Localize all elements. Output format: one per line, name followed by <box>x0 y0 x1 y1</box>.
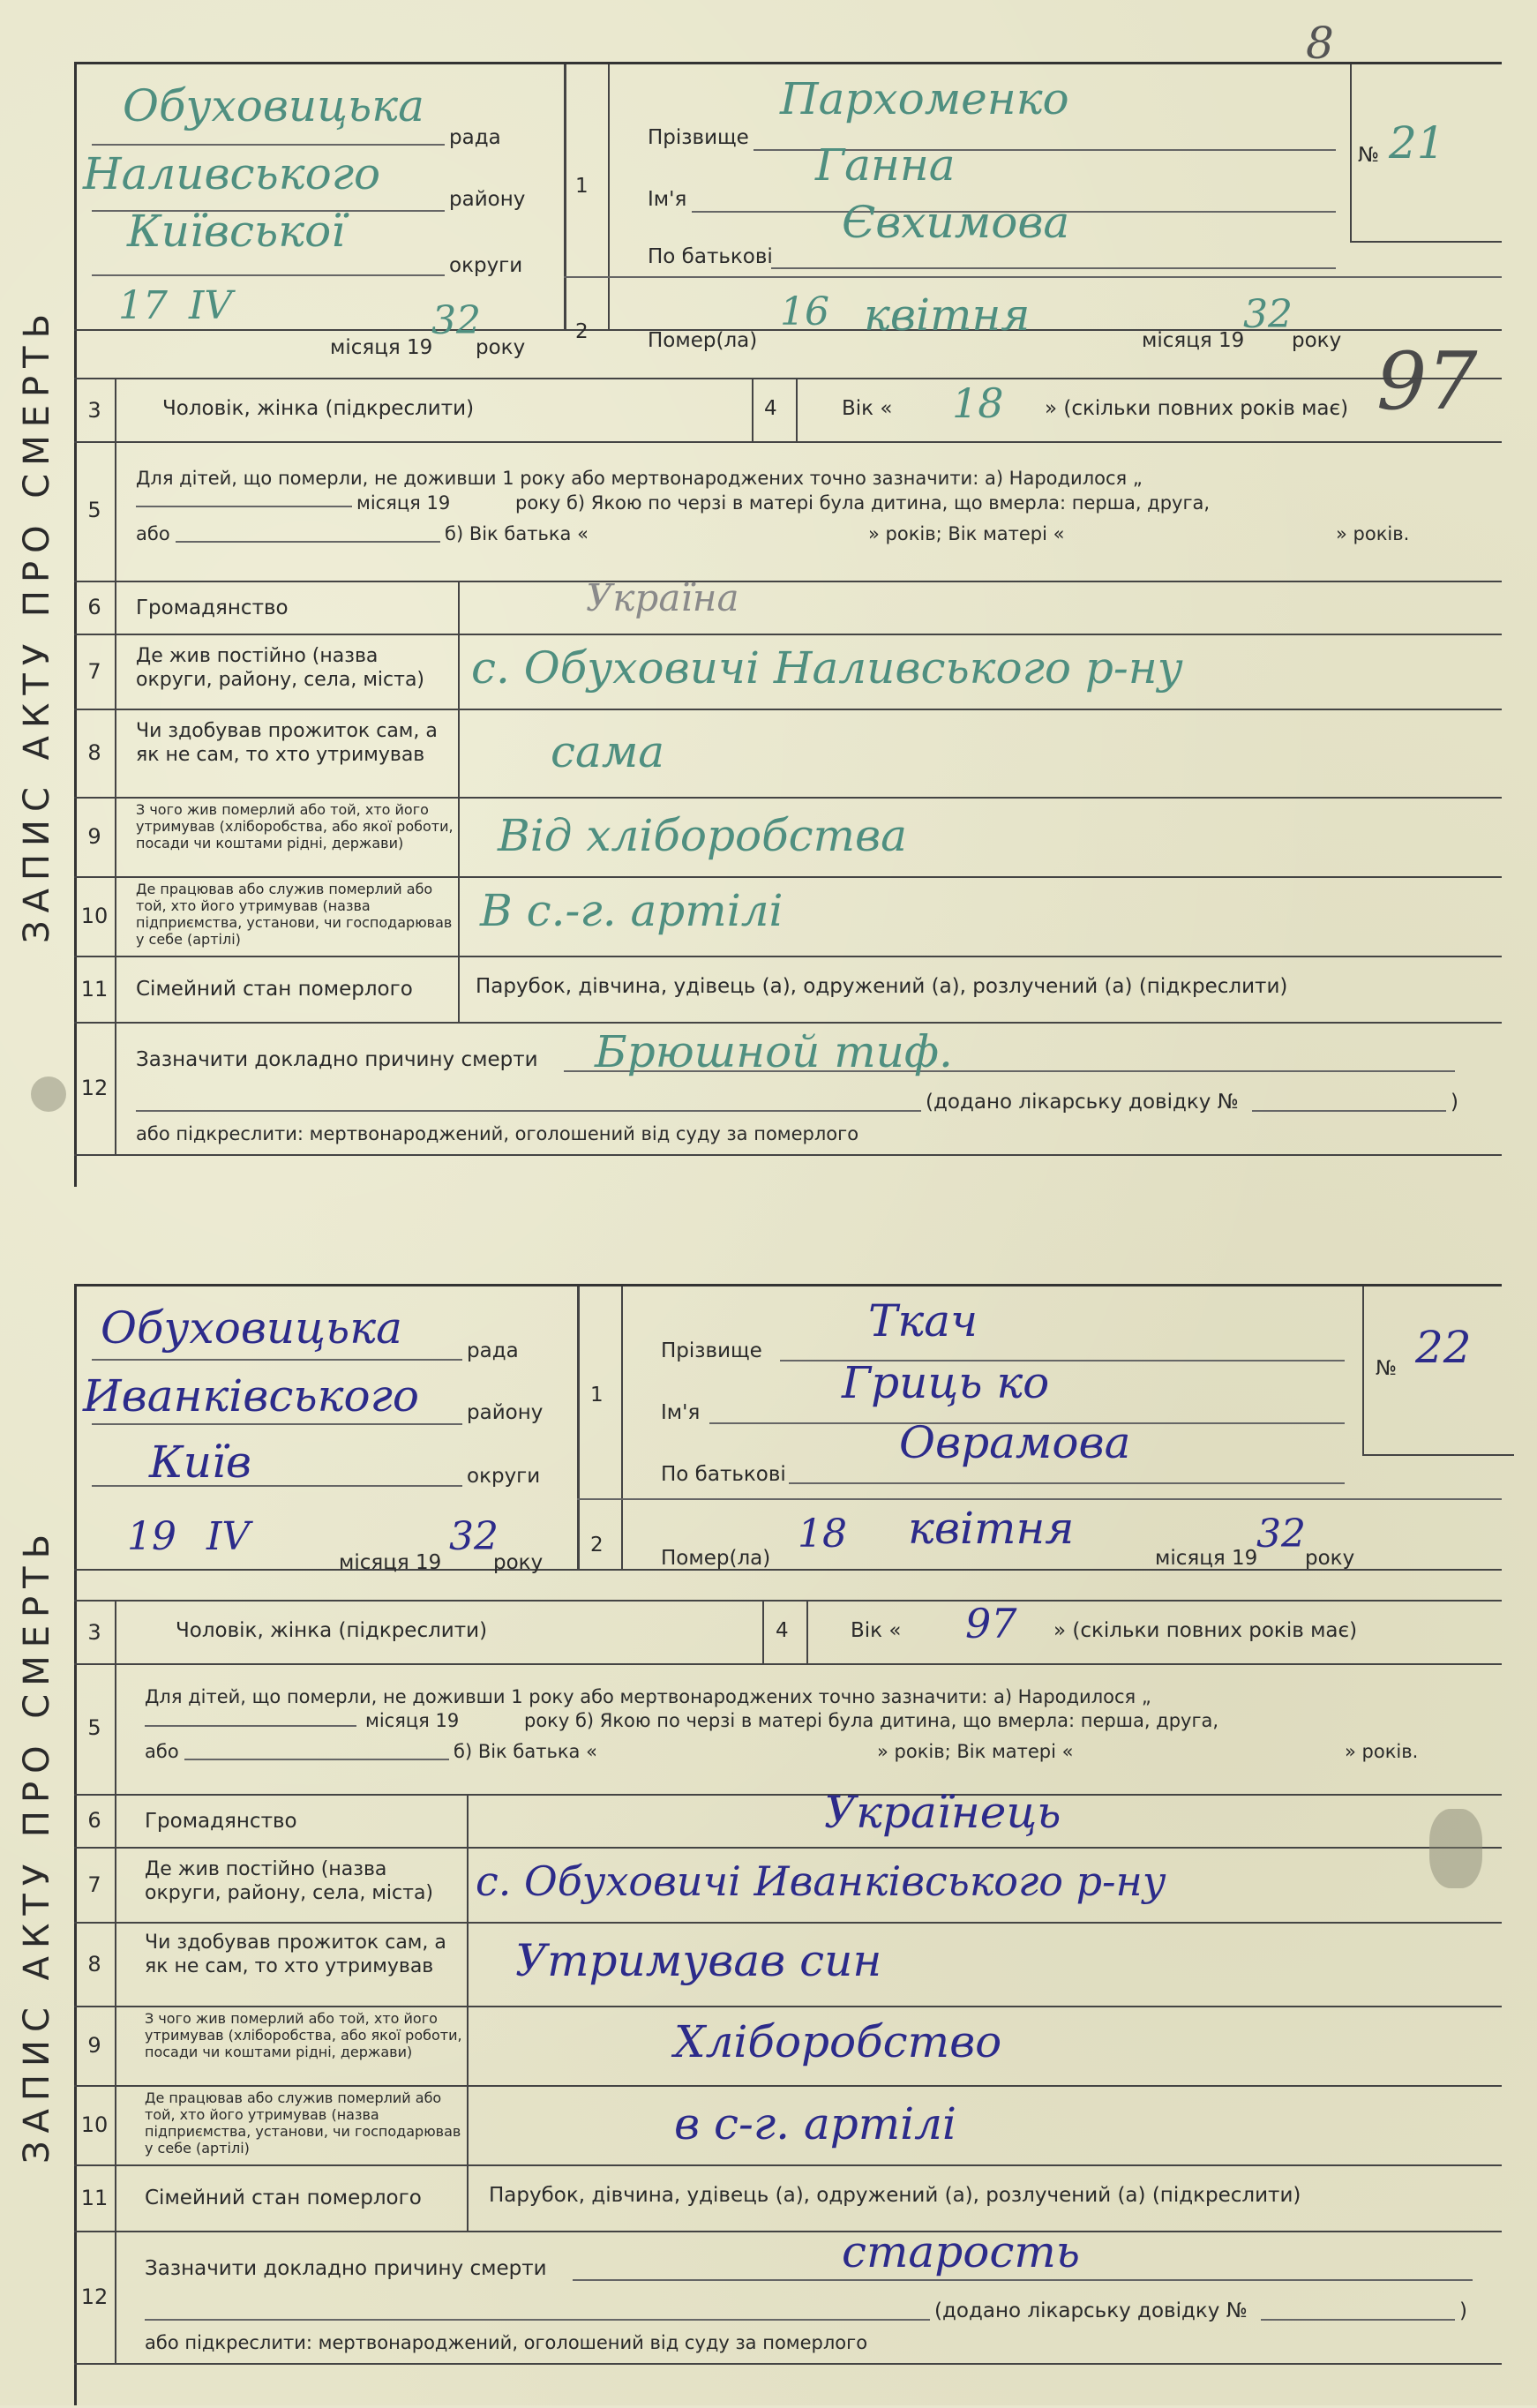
row-citizenship: 6 Громадянство Українець <box>74 1794 1502 1849</box>
cause-value: старость <box>842 2226 1080 2277</box>
record-number: 22 <box>1415 1322 1472 1373</box>
name-value: Ганна <box>815 139 956 191</box>
death-year: 32 <box>1243 292 1293 337</box>
age-value: 18 <box>952 379 1004 427</box>
form-grid <box>74 62 1502 1189</box>
citizenship-value: Українець <box>824 1787 1061 1838</box>
raion-label: району <box>449 188 526 211</box>
header-block: 1 2 Обуховицька рада Наливського району Київської округи 17 IV місяця 19 32 року Прізвище Пархоменко Ім'я Ганна По батькові Євхимова № 21 Помер(ла) 16 квітня місяця 19 32 року <box>74 64 1502 331</box>
livelihood-value: Утримував син <box>515 1935 882 1986</box>
reg-day: 17 <box>118 283 168 328</box>
reg-day: 19 <box>127 1514 176 1559</box>
row-marital: 11 Сімейний стан померлого Парубок, дівчина, удівець (а), одружений (а), розлучений (а) (підкреслити) <box>74 2164 1502 2232</box>
row-citizenship: 6 Громадянство Україна <box>74 581 1502 635</box>
reg-month: IV <box>206 1514 251 1559</box>
row-cause: 12 Зазначити докладно причину смерти старость (додано лікарську довідку № ) або підкреслити: мертвонароджений, оголошений від суду за померлого <box>74 2231 1502 2365</box>
record-number: 21 <box>1389 117 1445 169</box>
raion-value: Иванківського <box>83 1370 419 1422</box>
corner-page-number: 8 <box>1306 18 1334 69</box>
okrug-value: Київ <box>149 1437 251 1488</box>
row-livelihood: 8 Чи здобував прожиток сам, а як не сам, то хто утримував сама <box>74 709 1502 799</box>
cause-value: Брюшной тиф. <box>595 1026 953 1077</box>
residence-value: с. Обуховичі Иванківського р-ну <box>476 1857 1166 1905</box>
paper-tear <box>1429 1809 1482 1888</box>
surname-value: Пархоменко <box>780 73 1069 124</box>
paper-stain <box>31 1076 66 1112</box>
death-record-1 <box>0 18 1537 1187</box>
reg-month: IV <box>189 283 233 328</box>
source-value: Від хліборобства <box>498 810 907 861</box>
patronymic-value: Євхимова <box>842 197 1070 248</box>
row-workplace: 10 Де працював або служив померлий або той, хто його утримував (назва підприємства, установи, чи господарював у себе (артілі) В с.-г. артілі <box>74 876 1502 957</box>
death-month: квітня <box>908 1503 1075 1554</box>
row-residence: 7 Де жив постійно (назва округи, району, села, міста) с. Обуховичі Иванківського р-ну <box>74 1847 1502 1924</box>
citizenship-value: Україна <box>586 576 739 619</box>
row-sex-age: 3 Чоловік, жінка (підкреслити) 4 Вік « 18 » (скільки повних років має) <box>74 378 1502 443</box>
rada-value: Обуховицька <box>101 1302 402 1354</box>
row-livelihood: 8 Чи здобував прожиток сам, а як не сам, то хто утримував Утримував син <box>74 1922 1502 2007</box>
death-record-2 <box>0 1284 1537 2405</box>
workplace-value: В с.-г. артілі <box>480 885 783 936</box>
row-residence: 7 Де жив постійно (назва округи, району, села, міста) с. Обуховичі Наливського р-ну <box>74 634 1502 710</box>
row-source: 9 З чого жив померлий або той, хто його утримував (хліборобства, або якої роботи, посади чи коштами рідні, держави) Від хліборобства <box>74 797 1502 878</box>
row-workplace: 10 Де працював або служив померлий або той, хто його утримував (назва підприємства, установи, чи господарював у себе (артілі) в с-г. артілі <box>74 2085 1502 2166</box>
reg-year: 32 <box>449 1514 499 1559</box>
reg-year: 32 <box>431 298 481 343</box>
okrug-label: округи <box>449 254 523 277</box>
rada-label: рада <box>449 126 501 149</box>
death-day: 18 <box>798 1512 847 1557</box>
side-title: ЗАПИС АКТУ ПРО СМЕРТЬ <box>0 1284 77 2405</box>
form-grid <box>74 1284 1502 2408</box>
name-value: Гриць ко <box>842 1357 1050 1408</box>
margin-note: 97 <box>1376 335 1478 428</box>
livelihood-value: сама <box>551 726 665 777</box>
row-children: 5 Для дітей, що померли, не доживши 1 року або мертвонароджених точно зазначити: а) Народилося „ місяця 19 року б) Якою по черзі в матері була дитина, що вмерла: перша, друга, або б) Вік батька « » років; Вік матері « » років. <box>74 439 1502 582</box>
source-value: Хліборобство <box>674 2016 1002 2067</box>
header-block: 1 2 Обуховицька рада Иванківського району Київ округи 19 IV місяця 19 32 року Прізвище Ткач Ім'я Гриць ко По батькові Оврамова № 22 Помер(ла) 18 квітня місяця 19 32 року <box>74 1287 1502 1571</box>
death-year: 32 <box>1256 1512 1306 1557</box>
age-value: 97 <box>965 1600 1017 1647</box>
raion-value: Наливського <box>83 148 381 199</box>
residence-value: с. Обуховичі Наливського р-ну <box>471 642 1183 694</box>
death-day: 16 <box>780 289 829 334</box>
surname-value: Ткач <box>868 1295 978 1347</box>
row-source: 9 З чого жив померлий або той, хто його утримував (хліборобства, або якої роботи, посади чи коштами рідні, держави) Хліборобство <box>74 2006 1502 2087</box>
death-month: квітня <box>864 289 1031 341</box>
rada-value: Обуховицька <box>123 80 424 131</box>
row-sex-age: 3 Чоловік, жінка (підкреслити) 4 Вік « 97 » (скільки повних років має) <box>74 1600 1502 1665</box>
patronymic-value: Оврамова <box>899 1417 1131 1468</box>
row-marital: 11 Сімейний стан померлого Парубок, дівчина, удівець (а), одружений (а), розлучений (а) (підкреслити) <box>74 956 1502 1024</box>
okrug-value: Київської <box>127 206 346 257</box>
workplace-value: в с-г. артілі <box>674 2098 956 2149</box>
row-children: 5 Для дітей, що померли, не доживши 1 року або мертвонароджених точно зазначити: а) Народилося „ місяця 19 року б) Якою по черзі в матері була дитина, що вмерла: перша, друга, або б) Вік батька « » років; Вік матері « » років. <box>74 1662 1502 1796</box>
side-title: ЗАПИС АКТУ ПРО СМЕРТЬ <box>0 62 77 1187</box>
row-cause: 12 Зазначити докладно причину смерти Брюшной тиф. (додано лікарську довідку № ) або підкреслити: мертвонароджений, оголошений від суду за померлого <box>74 1022 1502 1156</box>
